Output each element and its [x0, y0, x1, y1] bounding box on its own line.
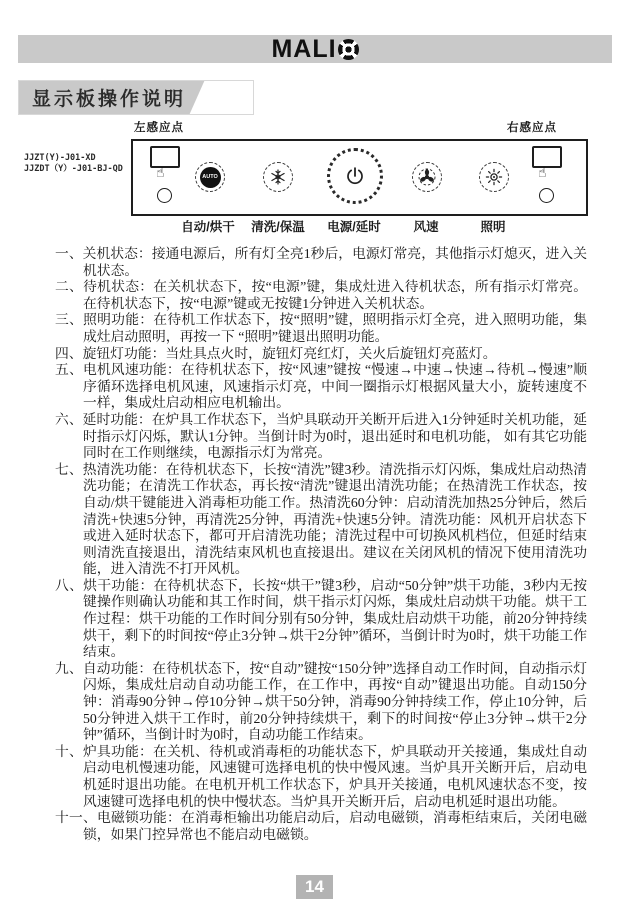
left-sensor-window	[150, 146, 180, 168]
item-text: 自动功能：在待机状态下，按“自动”键按“150分钟”选择自动工作时间，自动指示灯闪烁，集成灶启动自动功能工作，在工作中，再按“自动”键退出功能。自动150分钟：消毒90分钟→停10分钟→烘干50分钟，消毒90分钟持续工作，停止10分钟，后50分钟进入烘干工作时，前20分钟持续烘干，剩下的时间按“停止3分钟→烘干2分钟”循环，当倒计时为0时，自动功能工作结束。	[82, 660, 587, 743]
left-touch-hand-icon: ☝	[156, 165, 165, 181]
item-text: 电机风速功能：在待机状态下，按“风速”键按 “慢速→中速→快速→待机→慢速”顺序循环选择电机风速，风速指示灯亮，中间一圈指示灯根据风量大小，旋转速度不一样，集成灶启动相应电机输出。	[82, 362, 587, 411]
model-code-line1: JJZT(Y)-J01-XD	[24, 153, 96, 163]
title-banner-slash-decoration	[189, 80, 254, 115]
item-text: 炉具功能：在关机、待机或消毒柜的功能状态下，炉具联动开关接通，集成灶自动启动电机慢速功能，风速键可选择电机的快中慢风速。当炉具开关断开后，启动电机延时退出功能。在电机开机工作状态下，炉具开关接通，电机风速状态不变，按风速键可选择电机的快中慢状态。当炉具开关断开后，启动电机延时退出功能。	[83, 743, 588, 809]
snowflake-icon	[269, 168, 287, 186]
instruction-item	[55, 661, 587, 744]
brand-logo	[271, 35, 358, 64]
power-delay-button	[327, 148, 383, 204]
item-number: 九、	[55, 660, 83, 676]
item-number: 四、	[55, 345, 83, 361]
caption-lighting: 照明	[480, 220, 506, 234]
caption-fan-speed: 风速	[413, 220, 439, 234]
item-number: 二、	[55, 279, 84, 295]
right-touch-hand-icon: ☝	[538, 165, 547, 181]
button-caption-row	[0, 217, 630, 233]
brand-logo-text: MALI	[271, 34, 337, 63]
brand-logo-o-icon	[338, 39, 359, 60]
fan-icon	[418, 168, 436, 186]
instruction-item	[55, 412, 587, 462]
right-knob-light-circle	[539, 188, 554, 203]
item-number: 十、	[55, 743, 84, 759]
page-title: 显示板操作说明	[32, 89, 187, 110]
instructions-text	[55, 246, 587, 843]
light-sun-icon	[485, 168, 503, 186]
page-number: 14	[296, 875, 333, 899]
lighting-button	[479, 162, 509, 192]
model-code-line2: JJZDT（Y）-J01-BJ-QD	[24, 164, 123, 174]
instruction-item	[55, 246, 587, 279]
instruction-item	[55, 578, 587, 661]
item-number: 五、	[55, 362, 83, 378]
instruction-item	[55, 279, 587, 312]
caption-auto-dry: 自动/烘干	[181, 220, 235, 234]
control-panel-diagram	[131, 139, 588, 216]
model-codes	[24, 153, 123, 175]
item-number: 六、	[55, 411, 83, 427]
item-text: 烘干功能：在待机状态下，长按“烘干”键3秒，启动“50分钟”烘干功能，3秒内无按键操作则确认功能和其工作时间，烘干指示灯闪烁，集成灶启动烘干功能。烘干工作过程：烘干功能的工作时间分别有50分钟，集成灶启动烘干功能，前20分钟持续烘干，剩下的时间按“停止3分钟→烘干2分钟”循环，当倒计时为0时，烘干功能工作结束。	[83, 577, 588, 660]
instruction-item	[55, 810, 587, 843]
item-text: 照明功能：在待机工作状态下，按“照明”键，照明指示灯全亮，进入照明功能，集成灶启动照明，再按一下 “照明”键退出照明功能。	[83, 312, 588, 344]
left-knob-light-circle	[157, 188, 172, 203]
fan-speed-button	[412, 162, 442, 192]
caption-clean-keepwarm: 清洗/保温	[251, 220, 305, 234]
brand-band	[18, 35, 612, 63]
item-text: 电磁锁功能：在消毒柜输出功能启动后，启动电磁锁，消毒柜结束后，关闭电磁锁，如果门控异常也不能启动电磁锁。	[83, 810, 588, 842]
right-sensor-window	[532, 146, 562, 168]
item-number: 十一、	[55, 810, 98, 826]
item-text: 关机状态：接通电源后，所有灯全亮1秒后，电源灯常亮，其他指示灯熄灭，进入关机状态。	[82, 246, 587, 278]
caption-power-delay: 电源/延时	[327, 220, 381, 234]
auto-icon: AUTO	[200, 167, 221, 188]
item-text: 延时功能：在炉具工作状态下，当炉具联动开关断开后进入1分钟延时关机功能，延时指示灯闪烁，默认1分钟。当倒计时为0时，退出延时和电机功能， 如有其它功能同时在工作则继续，电源指示灯为常亮。	[82, 411, 587, 461]
section-title-banner	[18, 80, 254, 115]
item-text: 热清洗功能：在待机状态下，长按“清洗”键3秒。清洗指示灯闪烁，集成灶启动热清洗功能；在清洗工作状态，再长按“清洗”键退出清洗功能；在热清洗工作状态，按自动/烘干键能进入消毒柜功能工作。热清洗60分钟：启动清洗加热25分钟后，然后清洗+快速5分钟，再清洗25分钟，再清洗+快速5分钟。清洗功能：风机开启状态下或进入延时状态下，都可开启清洗功能；清洗过程中可切换风机档位，但延时结束则清洗直接退出，清洗结束风机也直接退出。建议在关闭风机的情况下使用清洗功能，进入清洗不打开风机。	[82, 461, 587, 577]
item-text: 旋钮灯功能：当灶具点火时，旋钮灯亮红灯，关火后旋钮灯亮蓝灯。	[82, 345, 497, 361]
right-sensor-label: 右感应点	[507, 122, 557, 134]
left-sensor-label: 左感应点	[134, 122, 184, 134]
instruction-item	[55, 312, 587, 345]
item-text: 待机状态：在关机状态下，按“电源”键，集成灶进入待机状态，所有指示灯常亮。在待机状态下，按“电源”键或无按键1分钟进入关机状态。	[83, 279, 588, 311]
item-number: 一、	[55, 246, 83, 261]
auto-dry-button	[195, 162, 225, 192]
item-number: 三、	[55, 312, 84, 328]
item-number: 八、	[55, 577, 84, 593]
instruction-item	[55, 346, 587, 363]
instruction-item	[55, 462, 587, 578]
power-icon	[344, 165, 366, 187]
item-number: 七、	[55, 461, 83, 477]
instruction-item	[55, 744, 587, 810]
instruction-item	[55, 362, 587, 412]
clean-keepwarm-button	[263, 162, 293, 192]
